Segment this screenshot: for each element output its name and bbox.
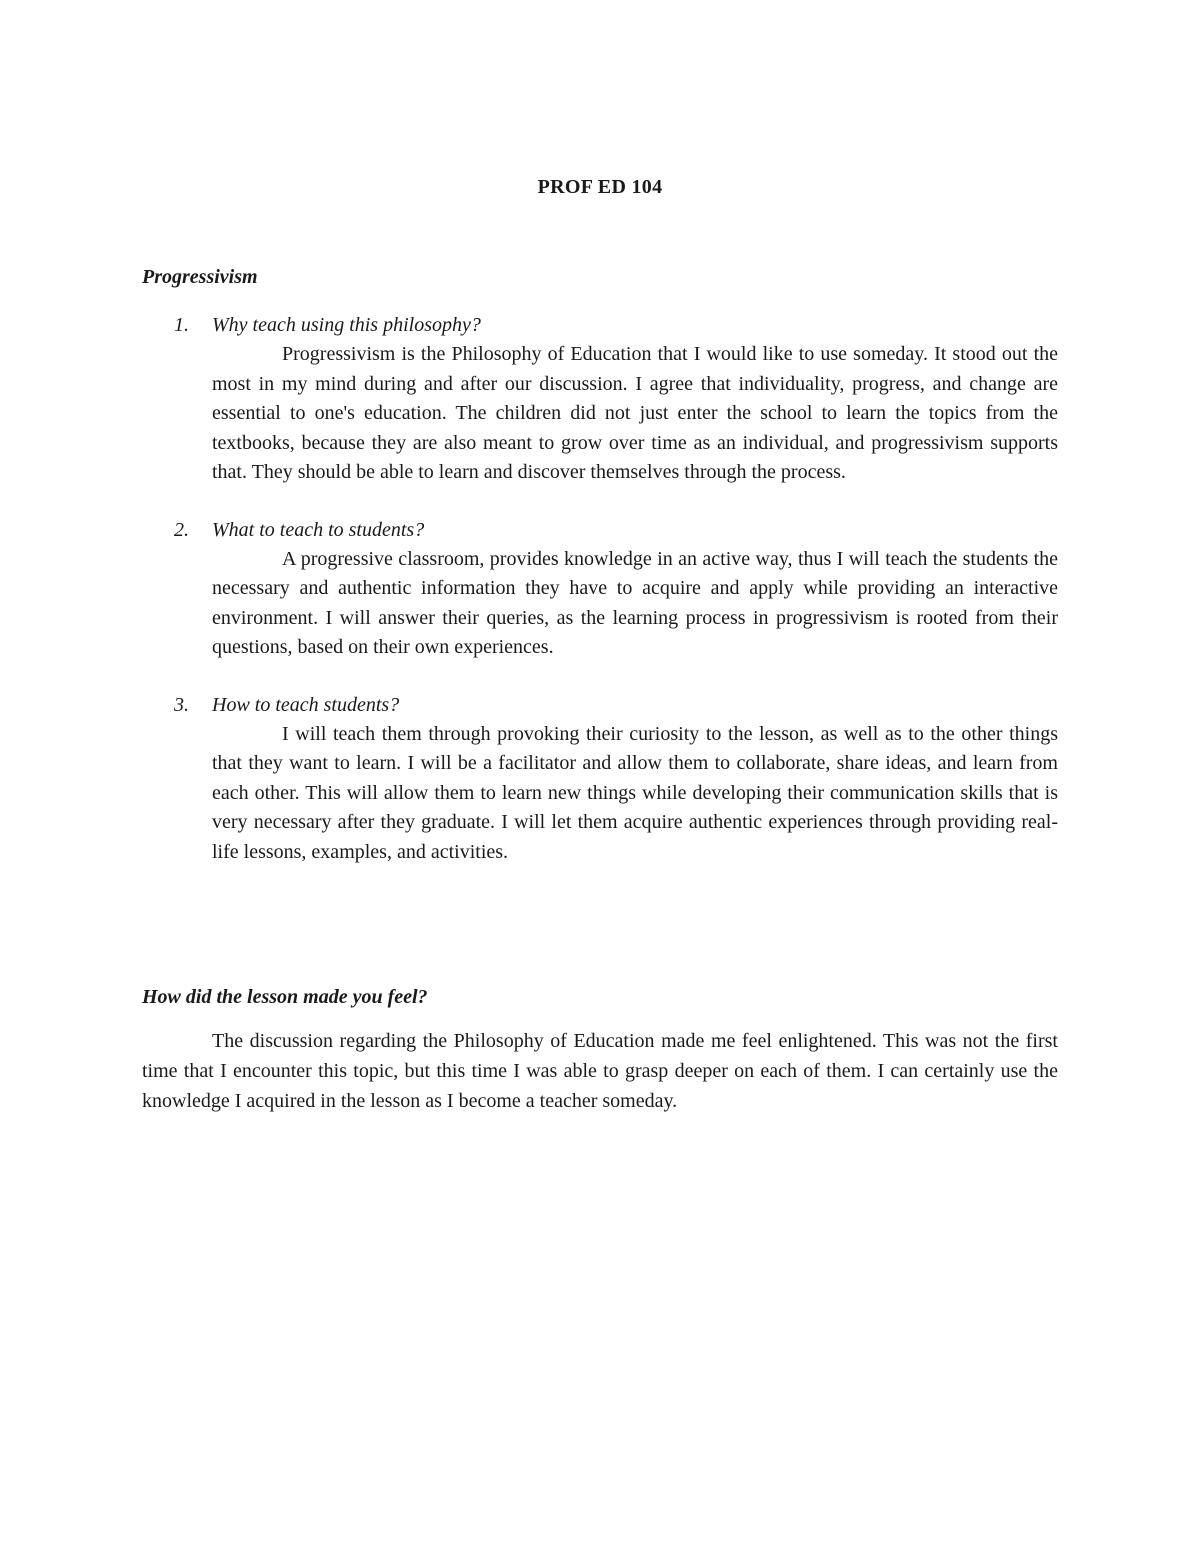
question-answer: I will teach them through provoking their curiosity to the lesson, as well as to the other things that they want to learn. I will be a facilitator and allow them to collaborate, share ideas, and learn from each other. This will allow them to learn new things while developing their communication skills that is very necessary after they graduate. I will let them acquire authentic experiences through providing real-life lessons, examples, and activities. bbox=[212, 722, 1058, 863]
question-answer: A progressive classroom, provides knowledge in an active way, thus I will teach the students the necessary and authentic information they have to acquire and apply while providing an interactive environment. I will answer their queries, as the learning process in progressivism is rooted from their questions, based on their own experiences. bbox=[212, 547, 1058, 658]
question-list bbox=[142, 310, 1058, 894]
question-text: How to teach students? bbox=[212, 693, 400, 716]
reflection-paragraph: The discussion regarding the Philosophy of Education made me feel enlightened. This was not the first time that I encounter this topic, but this time I was able to grasp deeper on each of them. I can certainly use the knowledge I acquired in the lesson as I become a teacher someday. bbox=[142, 1030, 1058, 1112]
reflection-heading: How did the lesson made you feel? bbox=[142, 986, 428, 1008]
question-text: What to teach to students? bbox=[212, 518, 425, 541]
question-number: 3. bbox=[174, 693, 189, 716]
question-number: 1. bbox=[174, 314, 189, 336]
question-text: Why teach using this philosophy? bbox=[212, 314, 481, 336]
question-item bbox=[142, 690, 1058, 868]
document-title: PROF ED 104 bbox=[537, 176, 663, 198]
section-heading: Progressivism bbox=[142, 266, 258, 288]
question-answer: Progressivism is the Philosophy of Education that I would like to use someday. It stood out the most in my mind during and after our discussion. I agree that individuality, progress, and change are essential to one's education. The children did not just enter the school to learn the topics from the textbooks, because they are also meant to grow over time as an individual, and progressivism supports that. They should be able to learn and discover themselves through the process. bbox=[212, 343, 1058, 483]
question-item bbox=[142, 515, 1058, 663]
question-number: 2. bbox=[174, 518, 189, 541]
question-item bbox=[142, 310, 1058, 488]
